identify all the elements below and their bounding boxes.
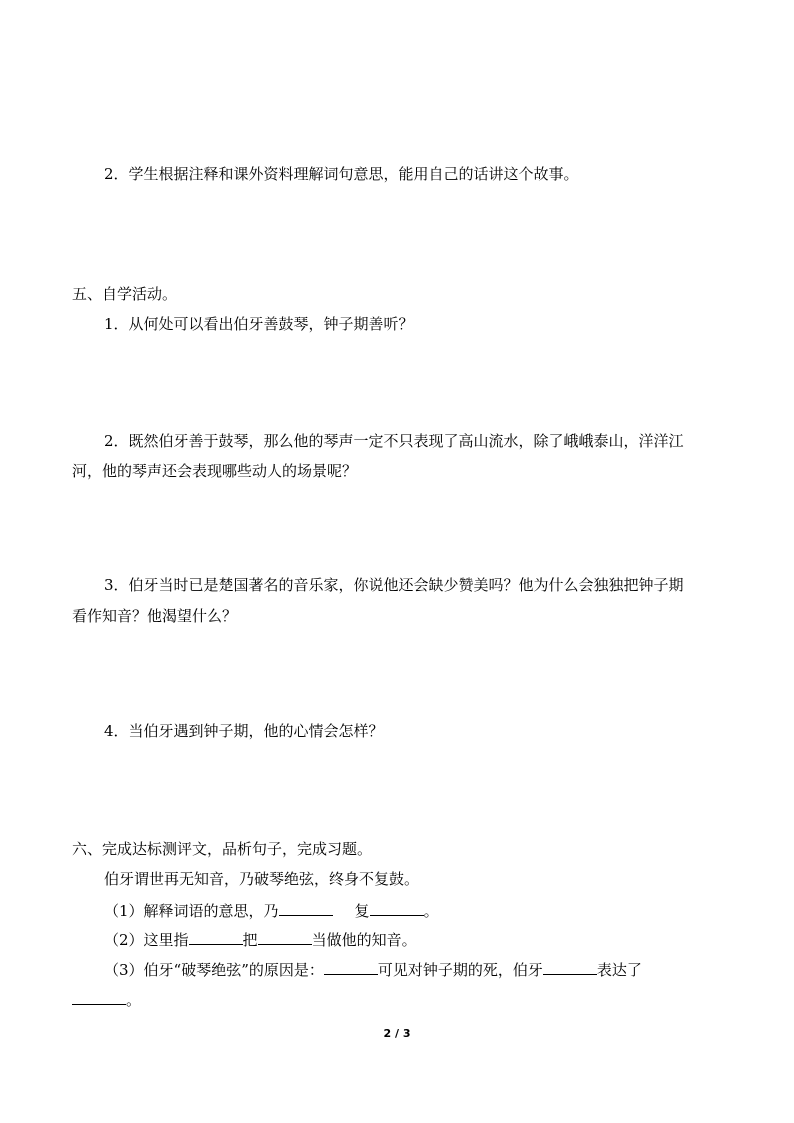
section6-heading: 六、完成达标测评文，品析句子，完成习题。: [72, 840, 373, 858]
exercise-3: [104, 958, 642, 980]
section5-question-4: 4．当伯牙遇到钟子期，他的心情会怎样？: [104, 722, 384, 740]
section5-question-2-line2: 河，他的琴声还会表现哪些动人的场景呢？: [72, 462, 358, 480]
exercise-2-blank-2[interactable]: [258, 928, 312, 945]
section6-sentence: 伯牙谓世再无知音，乃破琴绝弦，终身不复鼓。: [104, 870, 420, 888]
exercise-2: [104, 928, 417, 950]
exercise-1-blank-1[interactable]: [279, 899, 333, 916]
exercise-3-mid1: 可见对钟子期的死，伯牙: [377, 961, 543, 979]
section4-item2: 2．学生根据注释和课外资料理解词句意思，能用自己的话讲这个故事。: [104, 165, 579, 183]
page-number: 2 / 3: [383, 1027, 411, 1040]
section5-question-1: 1．从何处可以看出伯牙善鼓琴，钟子期善听？: [104, 315, 414, 333]
exercise-2-prefix: （2）这里指: [104, 931, 189, 949]
exercise-3-prefix: （3）伯牙“破琴绝弦”的原因是：: [104, 961, 324, 979]
exercise-1-end: 。: [423, 902, 439, 920]
section5-question-2-line1: 2．既然伯牙善于鼓琴，那么他的琴声一定不只表现了高山流水，除了峨峨泰山，洋洋江: [104, 432, 684, 450]
section5-question-3-line2: 看作知音？他渴望什么？: [72, 607, 238, 625]
exercise-2-mid: 把: [242, 931, 258, 949]
exercise-3-blank-1[interactable]: [324, 958, 378, 975]
exercise-3-blank-2[interactable]: [543, 958, 597, 975]
section5-heading: 五、自学活动。: [72, 285, 178, 303]
exercise-3-line2: [72, 988, 141, 1010]
exercise-1-prefix: （1）解释词语的意思，乃: [104, 902, 279, 920]
exercise-2-end: 当做他的知音。: [311, 931, 417, 949]
exercise-3-mid2: 表达了: [596, 961, 642, 979]
exercise-3-end: 。: [126, 991, 142, 1009]
exercise-3-blank-3[interactable]: [72, 988, 126, 1005]
exercise-1: [104, 899, 439, 921]
exercise-1-blank-2[interactable]: [370, 899, 424, 916]
section5-question-3-line1: 3．伯牙当时已是楚国著名的音乐家，你说他还会缺少赞美吗？他为什么会独独把钟子期: [104, 576, 684, 594]
exercise-1-mid: 复: [354, 902, 370, 920]
exercise-2-blank-1[interactable]: [189, 928, 243, 945]
